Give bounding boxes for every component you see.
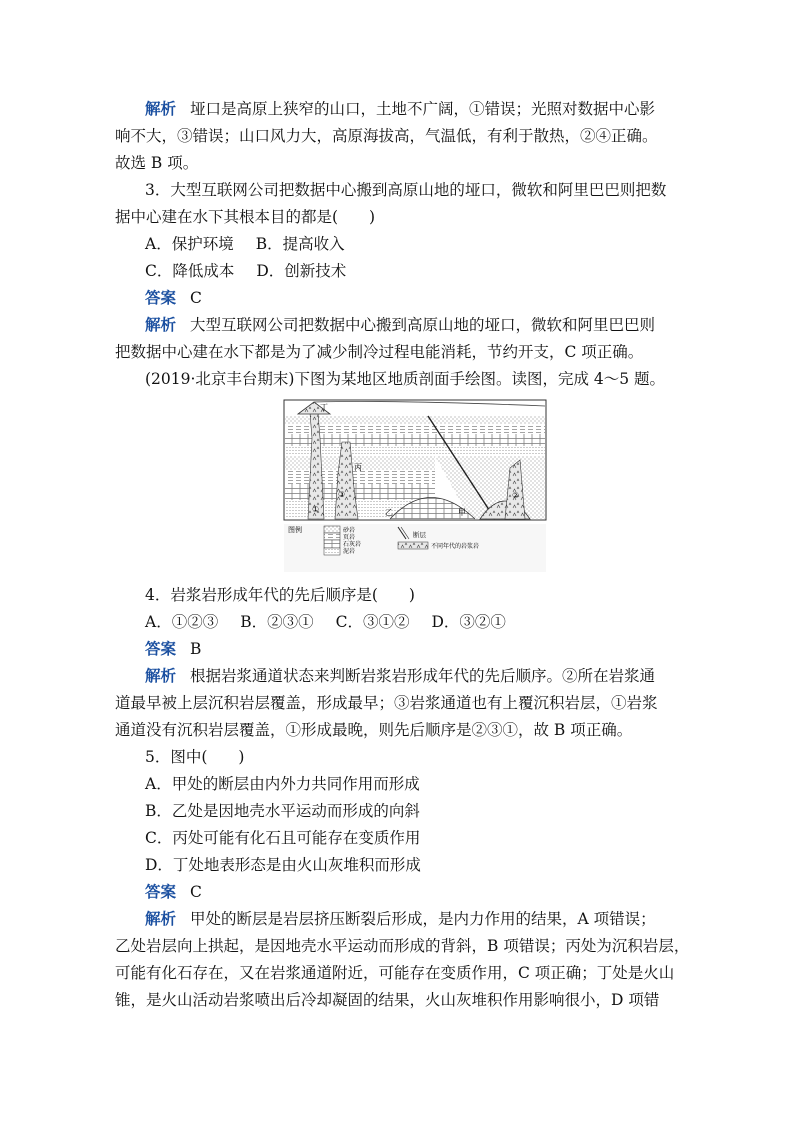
q3-analysis-line-1: [145, 312, 715, 339]
legend-mudstone: 泥岩: [343, 548, 356, 555]
q3-options-row-2: [145, 258, 715, 285]
label-yi: 乙: [385, 508, 393, 517]
q3-analysis-label: 解析: [145, 316, 177, 334]
q3-option-c: C．降低成本: [145, 262, 235, 280]
q3-answer-line: [145, 285, 715, 312]
label-ding: 丁: [320, 403, 328, 412]
q3-stem-line-1: 3．大型互联网公司把数据中心搬到高原山地的垭口，微软和阿里巴巴则把数: [145, 181, 667, 199]
q4-analysis-line-1: [145, 663, 715, 690]
q5-analysis-line-2: 乙处岩层向上拱起，是因地壳水平运动而形成的背斜，B 项错误；丙处为沉积岩层，: [115, 937, 690, 955]
q4-answer-line: [145, 636, 715, 663]
q4-option-a: A．①②③: [145, 613, 219, 631]
q3-option-a: A．保护环境: [145, 235, 234, 253]
q5-analysis-label: 解析: [145, 910, 177, 928]
q2-analysis-line-3: 故选 B 项。: [115, 154, 199, 172]
q4-option-c: C．③①②: [335, 613, 410, 631]
q3-options-row-1: [145, 231, 715, 258]
q5-analysis-line-4: 锥，是火山活动岩浆喷出后冷却凝固的结果，火山灰堆积作用影响很小，D 项错: [115, 991, 660, 1009]
q4-analysis-line-3: 通道没有沉积岩层覆盖，①形成最晚，则先后顺序是②③①，故 B 项正确。: [115, 721, 633, 739]
label-circle-1: ①: [312, 505, 320, 514]
q5-option-c: C．丙处可能有化石且可能存在变质作用: [145, 829, 421, 847]
q5-answer-label: 答案: [145, 883, 177, 901]
q4-analysis-text-1: 根据岩浆通道状态来判断岩浆岩形成年代的先后顺序。②所在岩浆通: [190, 667, 656, 685]
q4-options-row: [145, 609, 715, 636]
label-jia: 甲: [458, 508, 466, 517]
legend-limestone: 石灰岩: [343, 541, 362, 548]
legend-title: 图例: [288, 526, 302, 534]
q5-analysis-text-1: 甲处的断层是岩层挤压断裂后形成，是内力作用的结果，A 项错误；: [190, 910, 656, 928]
label-circle-3: ③: [338, 490, 346, 499]
label-circle-2: ②: [512, 491, 520, 500]
geologic-cross-section-figure: [280, 398, 550, 576]
q4-option-d: D．③②①: [431, 613, 506, 631]
q4-stem: 4．岩浆岩形成年代的先后顺序是( ): [145, 586, 415, 604]
q2-analysis-label: 解析: [145, 100, 177, 118]
q3-analysis-line-2: 把数据中心建在水下都是为了减少制冷过程电能消耗，节约开支，C 项正确。: [115, 343, 644, 361]
q4-analysis-line-2: 道最早被上层沉积岩层覆盖，形成最早；③岩浆通道也有上覆沉积岩层，①岩浆: [115, 694, 658, 712]
q5-option-b: B．乙处是因地壳水平运动而形成的向斜: [145, 802, 420, 820]
legend-magma: 不同年代的岩浆岩: [431, 543, 480, 550]
q3-answer-label: 答案: [145, 289, 177, 307]
cross-section-drawing: [280, 398, 550, 576]
q4-answer-label: 答案: [145, 640, 177, 658]
q5-option-d: D．丁处地表形态是由火山灰堆积而形成: [145, 856, 421, 874]
legend-fault: 断层: [413, 531, 426, 539]
figure-intro: (2019·北京丰台期末)下图为某地区地质剖面手绘图。读图，完成 4～5 题。: [145, 370, 666, 388]
q2-analysis-line-2: 响不大，③错误；山口风力大，高原海拔高，气温低，有利于散热，②④正确。: [115, 127, 658, 145]
q5-analysis-line-1: [145, 906, 715, 933]
q5-option-a: A．甲处的断层由内外力共同作用而形成: [145, 775, 420, 793]
q3-stem-line-2: 据中心建在水下其根本目的都是( ): [115, 208, 376, 226]
q5-stem: 5．图中( ): [145, 748, 245, 766]
q4-answer-value: B: [190, 640, 202, 658]
q5-answer-line: [145, 879, 715, 906]
q2-analysis-text-1: 垭口是高原上狭窄的山口，土地不广阔，①错误；光照对数据中心影: [190, 100, 656, 118]
label-bing: 丙: [354, 463, 362, 472]
legend-shale: 页岩: [343, 534, 356, 541]
q5-answer-value: C: [190, 883, 202, 901]
q2-analysis-line-1: [145, 96, 715, 123]
q3-option-b: B．提高收入: [255, 235, 345, 253]
q3-analysis-text-1: 大型互联网公司把数据中心搬到高原山地的垭口，微软和阿里巴巴则: [190, 316, 656, 334]
q3-answer-value: C: [190, 289, 202, 307]
q5-analysis-line-3: 可能有化石存在，又在岩浆通道附近，可能存在变质作用，C 项正确；丁处是火山: [115, 964, 675, 982]
q3-option-d: D．创新技术: [256, 262, 347, 280]
q4-analysis-label: 解析: [145, 667, 177, 685]
legend-sandstone: 砂岩: [343, 527, 356, 534]
q4-option-b: B．②③①: [240, 613, 314, 631]
